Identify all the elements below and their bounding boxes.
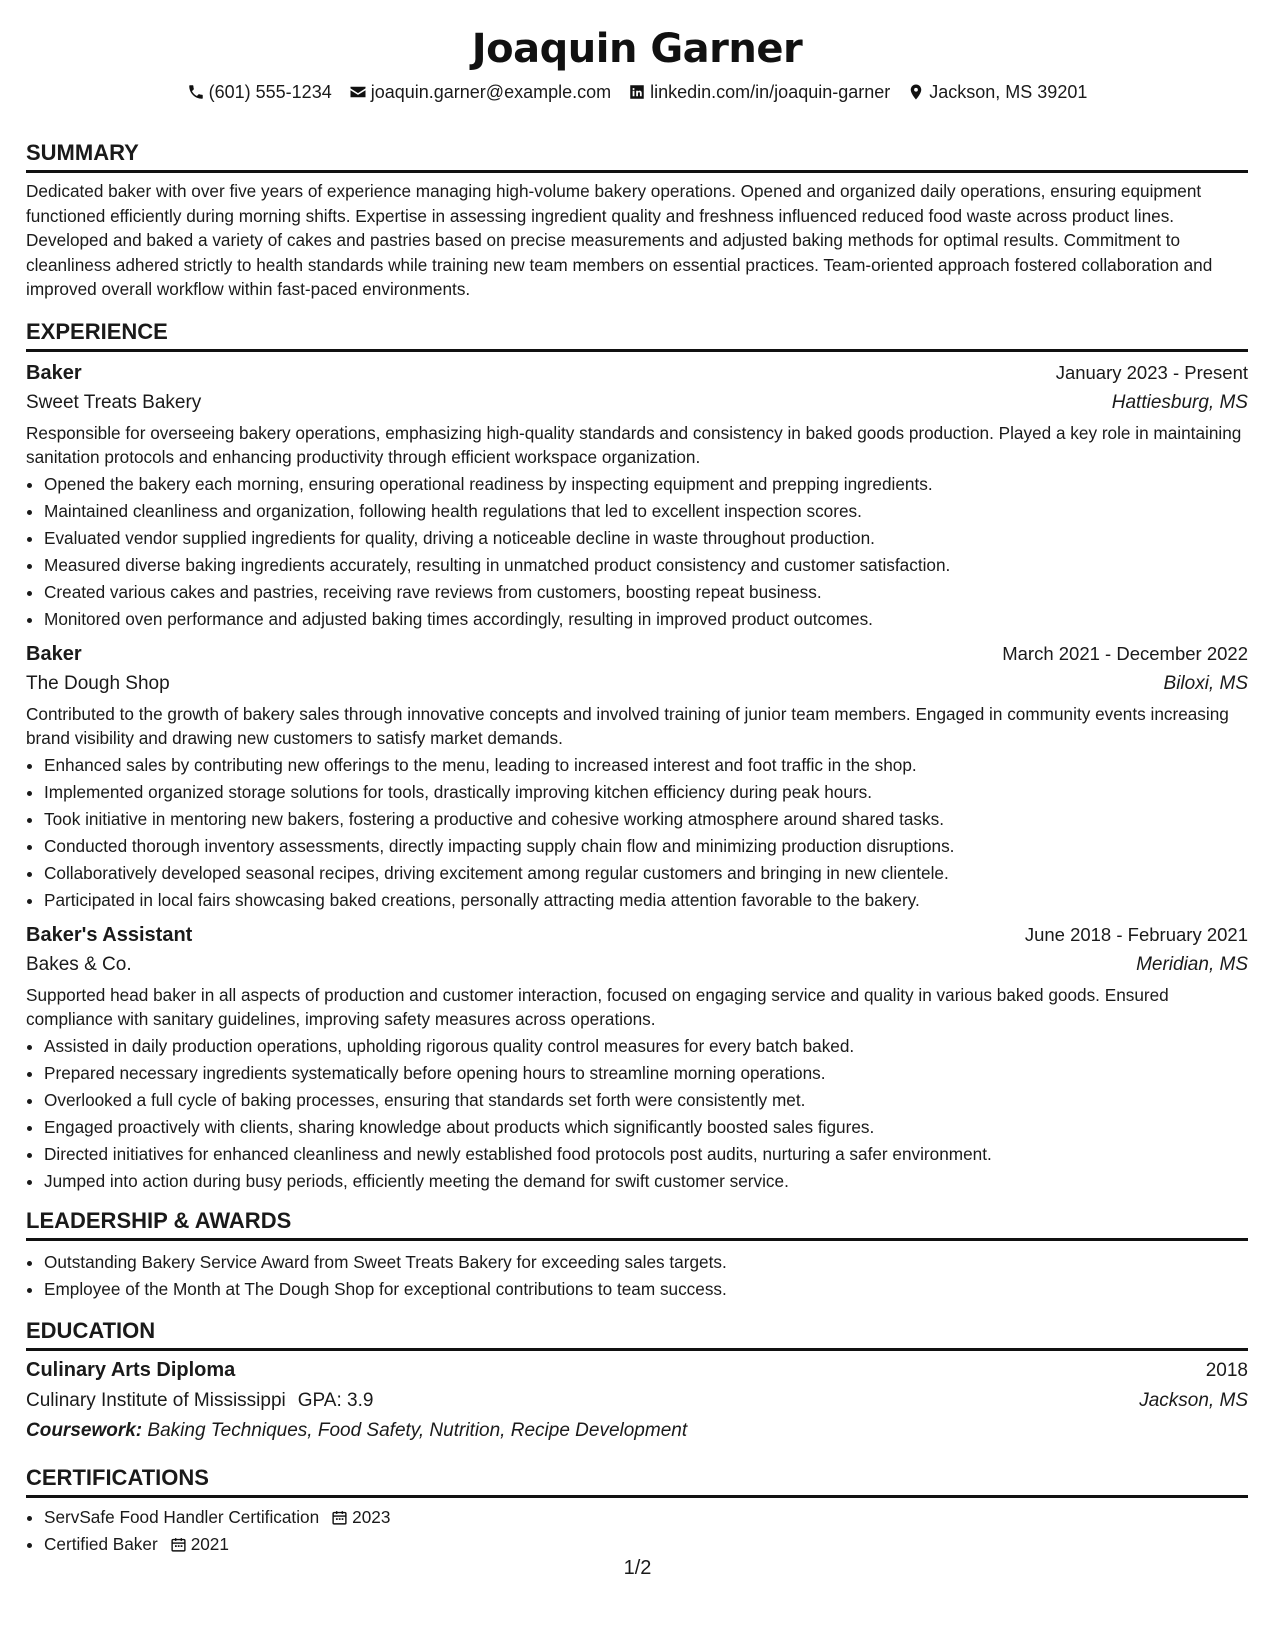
section-title-certifications: CERTIFICATIONS	[26, 1464, 1248, 1498]
cert-year: 2023	[352, 1506, 391, 1527]
list-item: • Measured diverse baking ingredients accurately, resulting in unmatched product consistency and customer satisfaction.	[44, 552, 1248, 579]
list-item: • Outstanding Bakery Service Award from Sweet Treats Bakery for exceeding sales targets.	[44, 1249, 1248, 1276]
contact-location	[907, 80, 1087, 104]
job-company: Sweet Treats Bakery	[26, 391, 202, 413]
job-bullets	[26, 752, 1248, 914]
job-dates: June 2018 - February 2021	[1024, 923, 1248, 945]
resume-page	[26, 0, 1248, 1558]
job-dates: March 2021 - December 2022	[1002, 642, 1248, 664]
leadership-section	[26, 1207, 1248, 1303]
job-description: Contributed to the growth of bakery sales through innovative concepts and involved training of junior team members. Engaged in community events increasing brand visibility and drawing new customers to satisfy market demands.	[26, 703, 1229, 748]
education-section	[26, 1317, 1248, 1446]
job-bullets	[26, 471, 1248, 633]
list-item: • Directed initiatives for enhanced cleanliness and newly established food protocols post audits, nurturing a safer environment.	[44, 1141, 1248, 1168]
list-item: • Implemented organized storage solutions for tools, drastically improving kitchen efficiency during peak hours.	[44, 779, 1248, 806]
candidate-name: Joaquin Garner	[471, 26, 803, 72]
certifications-section	[26, 1464, 1248, 1558]
certifications-list	[26, 1504, 1248, 1558]
contact-bar	[26, 80, 1248, 104]
calendar-icon	[331, 1509, 348, 1526]
list-item: • Opened the bakery each morning, ensuring operational readiness by inspecting equipment and prepping ingredients.	[44, 471, 1248, 498]
page-number: 1/2	[623, 1557, 652, 1579]
list-item: • Enhanced sales by contributing new offerings to the menu, leading to increased interest and foot traffic in the shop.	[44, 752, 1248, 779]
list-item: • Jumped into action during busy periods, efficiently meeting the demand for swift customer service.	[44, 1168, 1248, 1195]
edu-school: Culinary Institute of Mississippi	[26, 1389, 286, 1411]
section-title-experience: EXPERIENCE	[26, 318, 1248, 352]
list-item: • Participated in local fairs showcasing baked creations, personally attracting media attention favorable to the bakery.	[44, 887, 1248, 914]
list-item	[44, 1531, 1248, 1558]
job-description: Supported head baker in all aspects of production and customer interaction, focused on engaging service and quality in various baked goods. Ensured compliance with sanitary guidelines, improving safety measures across operations.	[26, 984, 1169, 1029]
edu-coursework	[26, 1416, 1248, 1446]
contact-linkedin[interactable]	[628, 80, 890, 104]
job-bullets	[26, 1033, 1248, 1195]
job-title: Baker's Assistant	[26, 923, 193, 946]
cert-year: 2021	[190, 1533, 229, 1554]
job-location: Biloxi, MS	[1163, 672, 1248, 694]
linkedin-icon	[628, 83, 646, 101]
list-item: • Assisted in daily production operations, upholding rigorous quality control measures for every batch baked.	[44, 1033, 1248, 1060]
leadership-list	[26, 1249, 1248, 1303]
job-entry	[26, 920, 1248, 1195]
job-location: Meridian, MS	[1136, 953, 1248, 975]
section-title-leadership: LEADERSHIP & AWARDS	[26, 1207, 1248, 1241]
list-item: • Created various cakes and pastries, receiving rave reviews from customers, boosting repeat business.	[44, 579, 1248, 606]
coursework-label: Coursework:	[26, 1419, 143, 1441]
list-item: • Maintained cleanliness and organization, following health regulations that led to excellent inspection scores.	[44, 498, 1248, 525]
location-text: Jackson, MS 39201	[929, 82, 1088, 102]
education-entry	[26, 1355, 1248, 1446]
coursework-text: Baking Techniques, Food Safety, Nutrition, Recipe Development	[147, 1419, 688, 1441]
list-item: • Prepared necessary ingredients systematically before opening hours to streamline morning operations.	[44, 1060, 1248, 1087]
edu-location: Jackson, MS	[1139, 1389, 1248, 1411]
edu-degree: Culinary Arts Diploma	[26, 1358, 236, 1381]
map-pin-icon	[907, 83, 925, 101]
contact-email[interactable]	[349, 80, 611, 104]
experience-section	[26, 318, 1248, 1195]
phone-icon	[187, 83, 205, 101]
list-item: • Took initiative in mentoring new bakers, fostering a productive and cohesive working atmosphere around shared tasks.	[44, 806, 1248, 833]
cert-name: • Certified Baker	[44, 1533, 158, 1554]
list-item	[44, 1504, 1248, 1531]
job-company: The Dough Shop	[26, 672, 170, 694]
edu-gpa: GPA: 3.9	[297, 1389, 374, 1411]
list-item: • Collaboratively developed seasonal recipes, driving excitement among regular customers and bringing in new clientele.	[44, 860, 1248, 887]
job-dates: January 2023 - Present	[1055, 361, 1248, 383]
list-item: • Employee of the Month at The Dough Shop for exceptional contributions to team success.	[44, 1276, 1248, 1303]
edu-year: 2018	[1205, 1359, 1248, 1381]
summary-text: Dedicated baker with over five years of experience managing high-volume bakery operations. Opened and organized daily operations, ensuring equipment functioned efficiently during morning shifts. Expertise in assessing ingredient quality and freshness influenced reduced food waste across product lines. Developed and baked a variety of cakes and pastries based on precise measurements and adjusted baking methods for optimal results. Commitment to cleanliness adhered strictly to health standards while training new team members on essential practices. Team-oriented approach fostered collaboration and improved overall workflow within fast-paced environments.	[26, 181, 1213, 299]
calendar-icon	[170, 1536, 187, 1553]
cert-name: • ServSafe Food Handler Certification	[44, 1506, 320, 1527]
job-title: Baker	[26, 642, 82, 665]
list-item: • Engaged proactively with clients, sharing knowledge about products which significantly boosted sales figures.	[44, 1114, 1248, 1141]
contact-phone	[187, 80, 332, 104]
job-company: Bakes & Co.	[26, 953, 132, 975]
section-title-summary: SUMMARY	[26, 139, 1248, 173]
list-item: • Monitored oven performance and adjusted baking times accordingly, resulting in improved product outcomes.	[44, 606, 1248, 633]
summary-section	[26, 139, 1248, 302]
job-description: Responsible for overseeing bakery operations, emphasizing high-quality standards and consistency in baked goods production. Played a key role in maintaining sanitation protocols and enhancing productivity through efficient workspace organization.	[26, 422, 1242, 467]
job-title: Baker	[26, 361, 82, 384]
job-entry	[26, 639, 1248, 914]
linkedin-text: linkedin.com/in/joaquin-garner	[650, 82, 891, 102]
list-item: • Overlooked a full cycle of baking processes, ensuring that standards set forth were consistently met.	[44, 1087, 1248, 1114]
job-entry	[26, 358, 1248, 633]
section-title-education: EDUCATION	[26, 1317, 1248, 1351]
job-location: Hattiesburg, MS	[1111, 391, 1248, 413]
phone-text: (601) 555-1234	[208, 82, 332, 102]
email-text: joaquin.garner@example.com	[370, 82, 612, 102]
edu-school-line	[26, 1386, 373, 1416]
list-item: • Conducted thorough inventory assessments, directly impacting supply chain flow and minimizing production disruptions.	[44, 833, 1248, 860]
list-item: • Evaluated vendor supplied ingredients for quality, driving a noticeable decline in waste throughout production.	[44, 525, 1248, 552]
envelope-icon	[349, 83, 367, 101]
